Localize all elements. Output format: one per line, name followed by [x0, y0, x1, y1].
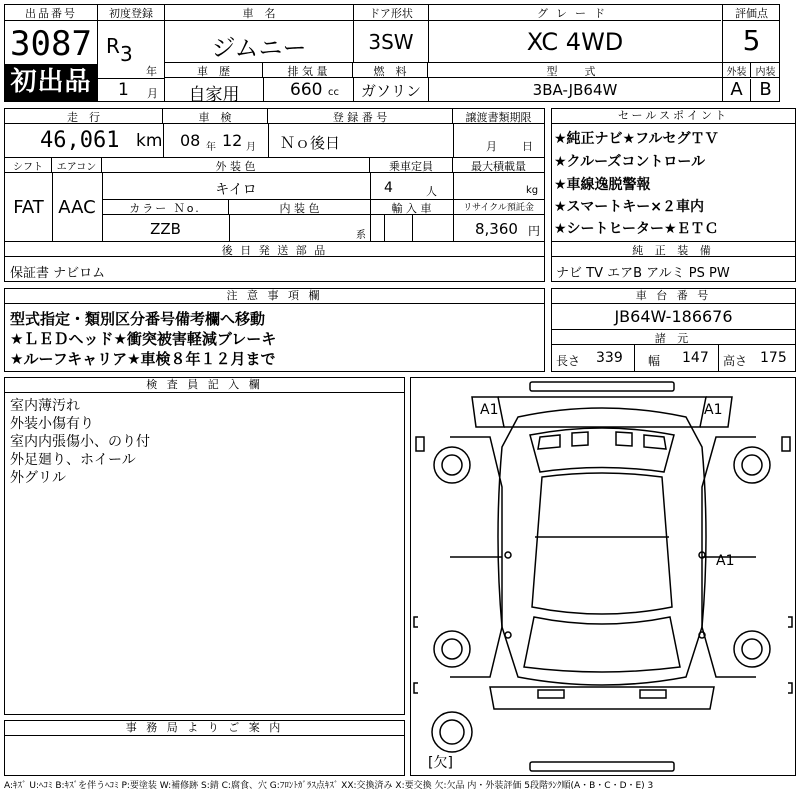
ac-label: エアコン: [52, 158, 102, 173]
wheel-rear-left: [434, 631, 470, 667]
inspector-line-5: 外グリル: [10, 470, 66, 486]
insp-month: 12: [222, 131, 243, 150]
rear-bumper-bar: [530, 762, 674, 771]
score-label: 評価点: [723, 5, 780, 21]
car-name-label: 車 名: [165, 5, 353, 21]
interior-grade: B: [759, 79, 772, 100]
office-label: 事 務 局 よ り ご 案 内: [5, 721, 404, 736]
transfer-month-unit: 月: [486, 140, 497, 153]
sales-line-4: ★スマートキー×２車内: [554, 199, 705, 215]
inspector-line-3: 室内内張傷小、のり付: [10, 434, 150, 450]
length-value: 339: [596, 350, 623, 366]
recycle-label: リサイクル預託金: [453, 200, 544, 215]
int-color-label: 内 装 色: [229, 200, 370, 215]
colorno-label: カラー Ｎo.: [102, 200, 229, 215]
height-label: 高さ: [723, 354, 748, 368]
import-label: 輸 入 車: [370, 200, 453, 215]
fuel-value: ガソリン: [360, 82, 421, 100]
model-label: 型 式: [428, 63, 722, 78]
door-type: 3SW: [368, 30, 414, 54]
grade: XC 4WD: [526, 28, 624, 56]
grade-label: グレード: [429, 5, 721, 21]
int-color-unit: 系: [356, 230, 366, 241]
colorno-value: ZZB: [150, 220, 181, 238]
insp-year-unit: 年: [206, 142, 216, 153]
damage-mark-front-left: A1: [480, 402, 499, 418]
displacement-unit: cc: [328, 87, 339, 98]
ac-value: AAC: [58, 197, 96, 218]
history-label: 車 歴: [165, 63, 263, 78]
wheel-front-right: [734, 447, 770, 483]
sales-line-1: ★純正ナビ★フルセグＴＶ: [554, 131, 719, 147]
wheel-front-left: [434, 447, 470, 483]
later-parts-label: 後 日 発 送 部 品: [5, 242, 544, 257]
spare-wheel: [432, 712, 472, 752]
front-bumper-bar: [530, 382, 674, 391]
reg-month-unit: 月: [147, 87, 158, 100]
wheel-rear-right: [734, 631, 770, 667]
notes-line-3: ★ルーフキャリア★車検８年１２月まで: [10, 350, 276, 368]
later-parts-value: 保証書 ナビロム: [10, 266, 106, 281]
mileage-value: 46,061: [40, 128, 120, 153]
inspection-label: 車 検: [163, 109, 268, 124]
width-label: 幅: [648, 354, 661, 368]
shift-label: シフト: [5, 158, 52, 173]
length-label: 長さ: [556, 354, 581, 368]
lot-number: 3087: [10, 24, 92, 64]
mileage-label: 走 行: [5, 109, 163, 124]
reg-year-unit: 年: [146, 65, 157, 78]
capacity-unit: 人: [426, 185, 437, 198]
transfer-day-unit: 日: [522, 140, 533, 153]
damage-mark-right-side: A1: [716, 553, 735, 569]
equipment-label: 純 正 装 備: [552, 242, 795, 257]
recycle-value: 8,360: [475, 220, 518, 238]
shift-value: FAT: [13, 197, 44, 218]
specs-label: 諸 元: [552, 330, 795, 345]
color-value: キイロ: [215, 182, 257, 198]
history-value: 自家用: [188, 85, 240, 105]
load-label: 最大積載量: [453, 158, 544, 173]
sales-line-3: ★車線逸脱警報: [554, 177, 651, 193]
exterior-label: 外装: [723, 63, 751, 78]
insp-month-unit: 月: [246, 142, 256, 153]
load-unit: kg: [526, 185, 539, 196]
capacity-value: 4: [384, 180, 393, 196]
reg-year: 3: [120, 42, 133, 66]
interior-label: 内装: [751, 63, 780, 78]
inspector-line-2: 外装小傷有り: [10, 416, 94, 432]
displacement-label: 排 気 量: [263, 63, 353, 78]
color-label: 外 装 色: [102, 158, 370, 173]
notes-label: 注 意 事 項 欄: [5, 289, 544, 304]
sales-line-5: ★シートヒーター★ＥＴＣ: [554, 221, 719, 237]
recycle-unit: 円: [528, 224, 541, 238]
door-label: ドア形状: [354, 5, 428, 21]
regno-value: Ｎｏ後日: [280, 134, 341, 152]
chassis-label: 車 台 番 号: [552, 289, 795, 304]
inspector-line-4: 外足廻り、ホイール: [10, 452, 136, 468]
regno-label: 登 録 番 号: [268, 109, 453, 124]
sales-point-label: セールスポイント: [552, 109, 795, 124]
car-diagram-drawing: [410, 377, 796, 776]
sales-line-2: ★クルーズコントロール: [554, 154, 706, 170]
first-reg-label: 初度登録: [98, 5, 164, 21]
exterior-grade: A: [723, 79, 751, 101]
insp-year: 08: [180, 131, 201, 150]
lot-label: 出品番号: [5, 5, 97, 21]
reg-month: 1: [118, 80, 129, 100]
reg-era: R: [106, 34, 120, 58]
model-value: 3BA-JB64W: [532, 81, 618, 99]
inspector-line-1: 室内薄汚れ: [10, 398, 80, 414]
capacity-label: 乗車定員: [370, 158, 453, 173]
inspector-label: 検 査 員 記 入 欄: [5, 378, 404, 393]
equipment-value: ナビ TV エアB アルミ PS PW: [556, 266, 730, 281]
fuel-label: 燃 料: [353, 63, 428, 78]
missing-mark: [欠]: [428, 755, 453, 771]
notes-line-2: ★ＬＥＤヘッド★衝突被害軽減ブレーキ: [10, 330, 277, 348]
score: 5: [742, 24, 761, 57]
displacement-value: 660: [290, 80, 323, 100]
notes-line-1: 型式指定・類別区分番号備考欄へ移動: [10, 310, 266, 328]
chassis-number: JB64W-186676: [614, 307, 733, 326]
transfer-label: 譲渡書類期限: [453, 109, 544, 124]
height-value: 175: [760, 350, 787, 366]
mileage-unit: km: [136, 131, 163, 151]
damage-mark-front-right: A1: [704, 402, 723, 418]
first-listing-badge: 初出品: [5, 64, 97, 101]
legend: A:ｷｽﾞ U:ﾍｺﾐ B:ｷｽﾞを伴うﾍｺﾐ P:要塗装 W:補修跡 S:錆 C:腐食、穴 G:ﾌﾛﾝﾄｶﾞﾗｽ点ｷｽﾞ XX:交換済み X:要交換 欠:欠品 内・外装評価 5段階ﾗﾝｸ順(A・B・C・D・E) 3: [4, 781, 654, 791]
width-value: 147: [682, 350, 709, 366]
roof: [532, 473, 672, 614]
car-name: ジムニー: [211, 34, 307, 62]
